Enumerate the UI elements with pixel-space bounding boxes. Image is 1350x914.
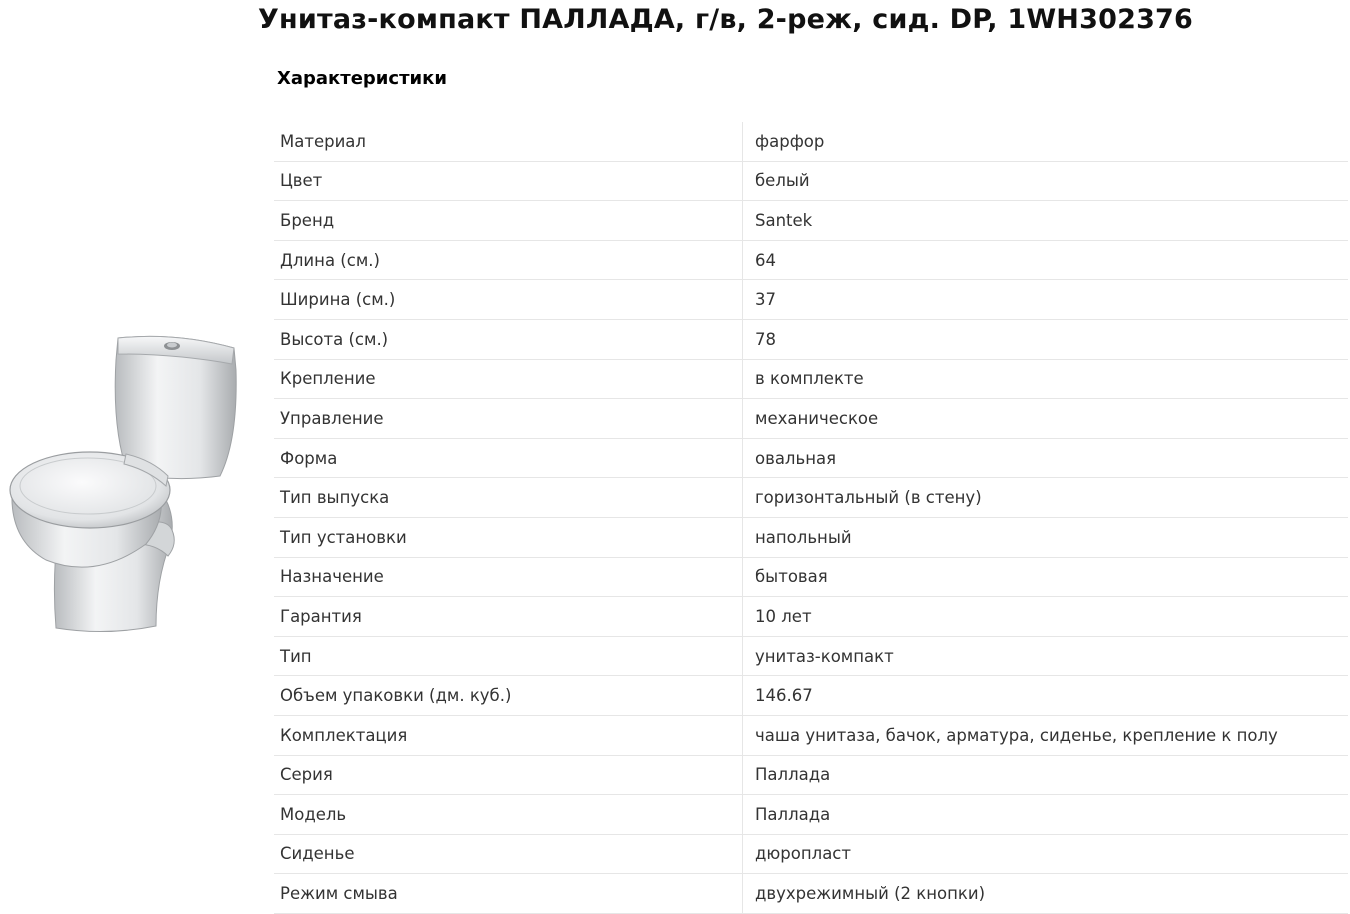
spec-label: Назначение bbox=[274, 557, 743, 597]
page-title: Унитаз-компакт ПАЛЛАДА, г/в, 2-реж, сид. DP, 1WH302376 bbox=[258, 4, 1194, 35]
spec-row bbox=[274, 438, 1348, 478]
spec-label: Тип установки bbox=[274, 517, 743, 557]
toilet-icon bbox=[6, 330, 242, 638]
spec-label: Высота (см.) bbox=[274, 319, 743, 359]
spec-value: бытовая bbox=[743, 557, 1349, 597]
spec-value: 78 bbox=[743, 319, 1349, 359]
spec-label: Тип выпуска bbox=[274, 478, 743, 518]
spec-row bbox=[274, 161, 1348, 201]
spec-row bbox=[274, 874, 1348, 914]
spec-value: 10 лет bbox=[743, 597, 1349, 637]
spec-value: механическое bbox=[743, 399, 1349, 439]
spec-row bbox=[274, 557, 1348, 597]
spec-row bbox=[274, 240, 1348, 280]
spec-row bbox=[274, 280, 1348, 320]
spec-label: Режим смыва bbox=[274, 874, 743, 914]
spec-value: напольный bbox=[743, 517, 1349, 557]
spec-value: Паллада bbox=[743, 795, 1349, 835]
spec-value: фарфор bbox=[743, 122, 1349, 161]
spec-row bbox=[274, 122, 1348, 161]
spec-label: Объем упаковки (дм. куб.) bbox=[274, 676, 743, 716]
spec-label: Серия bbox=[274, 755, 743, 795]
spec-row bbox=[274, 834, 1348, 874]
spec-row bbox=[274, 399, 1348, 439]
spec-label: Сиденье bbox=[274, 834, 743, 874]
spec-value: в комплекте bbox=[743, 359, 1349, 399]
spec-label: Комплектация bbox=[274, 715, 743, 755]
spec-row bbox=[274, 359, 1348, 399]
spec-row bbox=[274, 715, 1348, 755]
spec-value: 146.67 bbox=[743, 676, 1349, 716]
spec-row bbox=[274, 676, 1348, 716]
spec-label: Модель bbox=[274, 795, 743, 835]
spec-row bbox=[274, 795, 1348, 835]
spec-row bbox=[274, 319, 1348, 359]
spec-value: белый bbox=[743, 161, 1349, 201]
spec-row bbox=[274, 478, 1348, 518]
spec-row bbox=[274, 636, 1348, 676]
spec-value: унитаз-компакт bbox=[743, 636, 1349, 676]
spec-label: Форма bbox=[274, 438, 743, 478]
spec-label: Управление bbox=[274, 399, 743, 439]
spec-row bbox=[274, 201, 1348, 241]
specs-table bbox=[274, 122, 1348, 914]
spec-value: 64 bbox=[743, 240, 1349, 280]
spec-row bbox=[274, 597, 1348, 637]
spec-label: Крепление bbox=[274, 359, 743, 399]
spec-label: Гарантия bbox=[274, 597, 743, 637]
spec-value: горизонтальный (в стену) bbox=[743, 478, 1349, 518]
spec-label: Материал bbox=[274, 122, 743, 161]
specs-heading: Характеристики bbox=[277, 68, 447, 89]
product-image bbox=[6, 330, 242, 638]
spec-row bbox=[274, 755, 1348, 795]
spec-label: Бренд bbox=[274, 201, 743, 241]
spec-value: двухрежимный (2 кнопки) bbox=[743, 874, 1349, 914]
spec-value: овальная bbox=[743, 438, 1349, 478]
spec-value: Паллада bbox=[743, 755, 1349, 795]
spec-value: 37 bbox=[743, 280, 1349, 320]
spec-label: Длина (см.) bbox=[274, 240, 743, 280]
spec-value: Santek bbox=[743, 201, 1349, 241]
spec-label: Ширина (см.) bbox=[274, 280, 743, 320]
spec-value: чаша унитаза, бачок, арматура, сиденье, крепление к полу bbox=[743, 715, 1349, 755]
spec-value: дюропласт bbox=[743, 834, 1349, 874]
spec-label: Цвет bbox=[274, 161, 743, 201]
spec-label: Тип bbox=[274, 636, 743, 676]
spec-row bbox=[274, 517, 1348, 557]
